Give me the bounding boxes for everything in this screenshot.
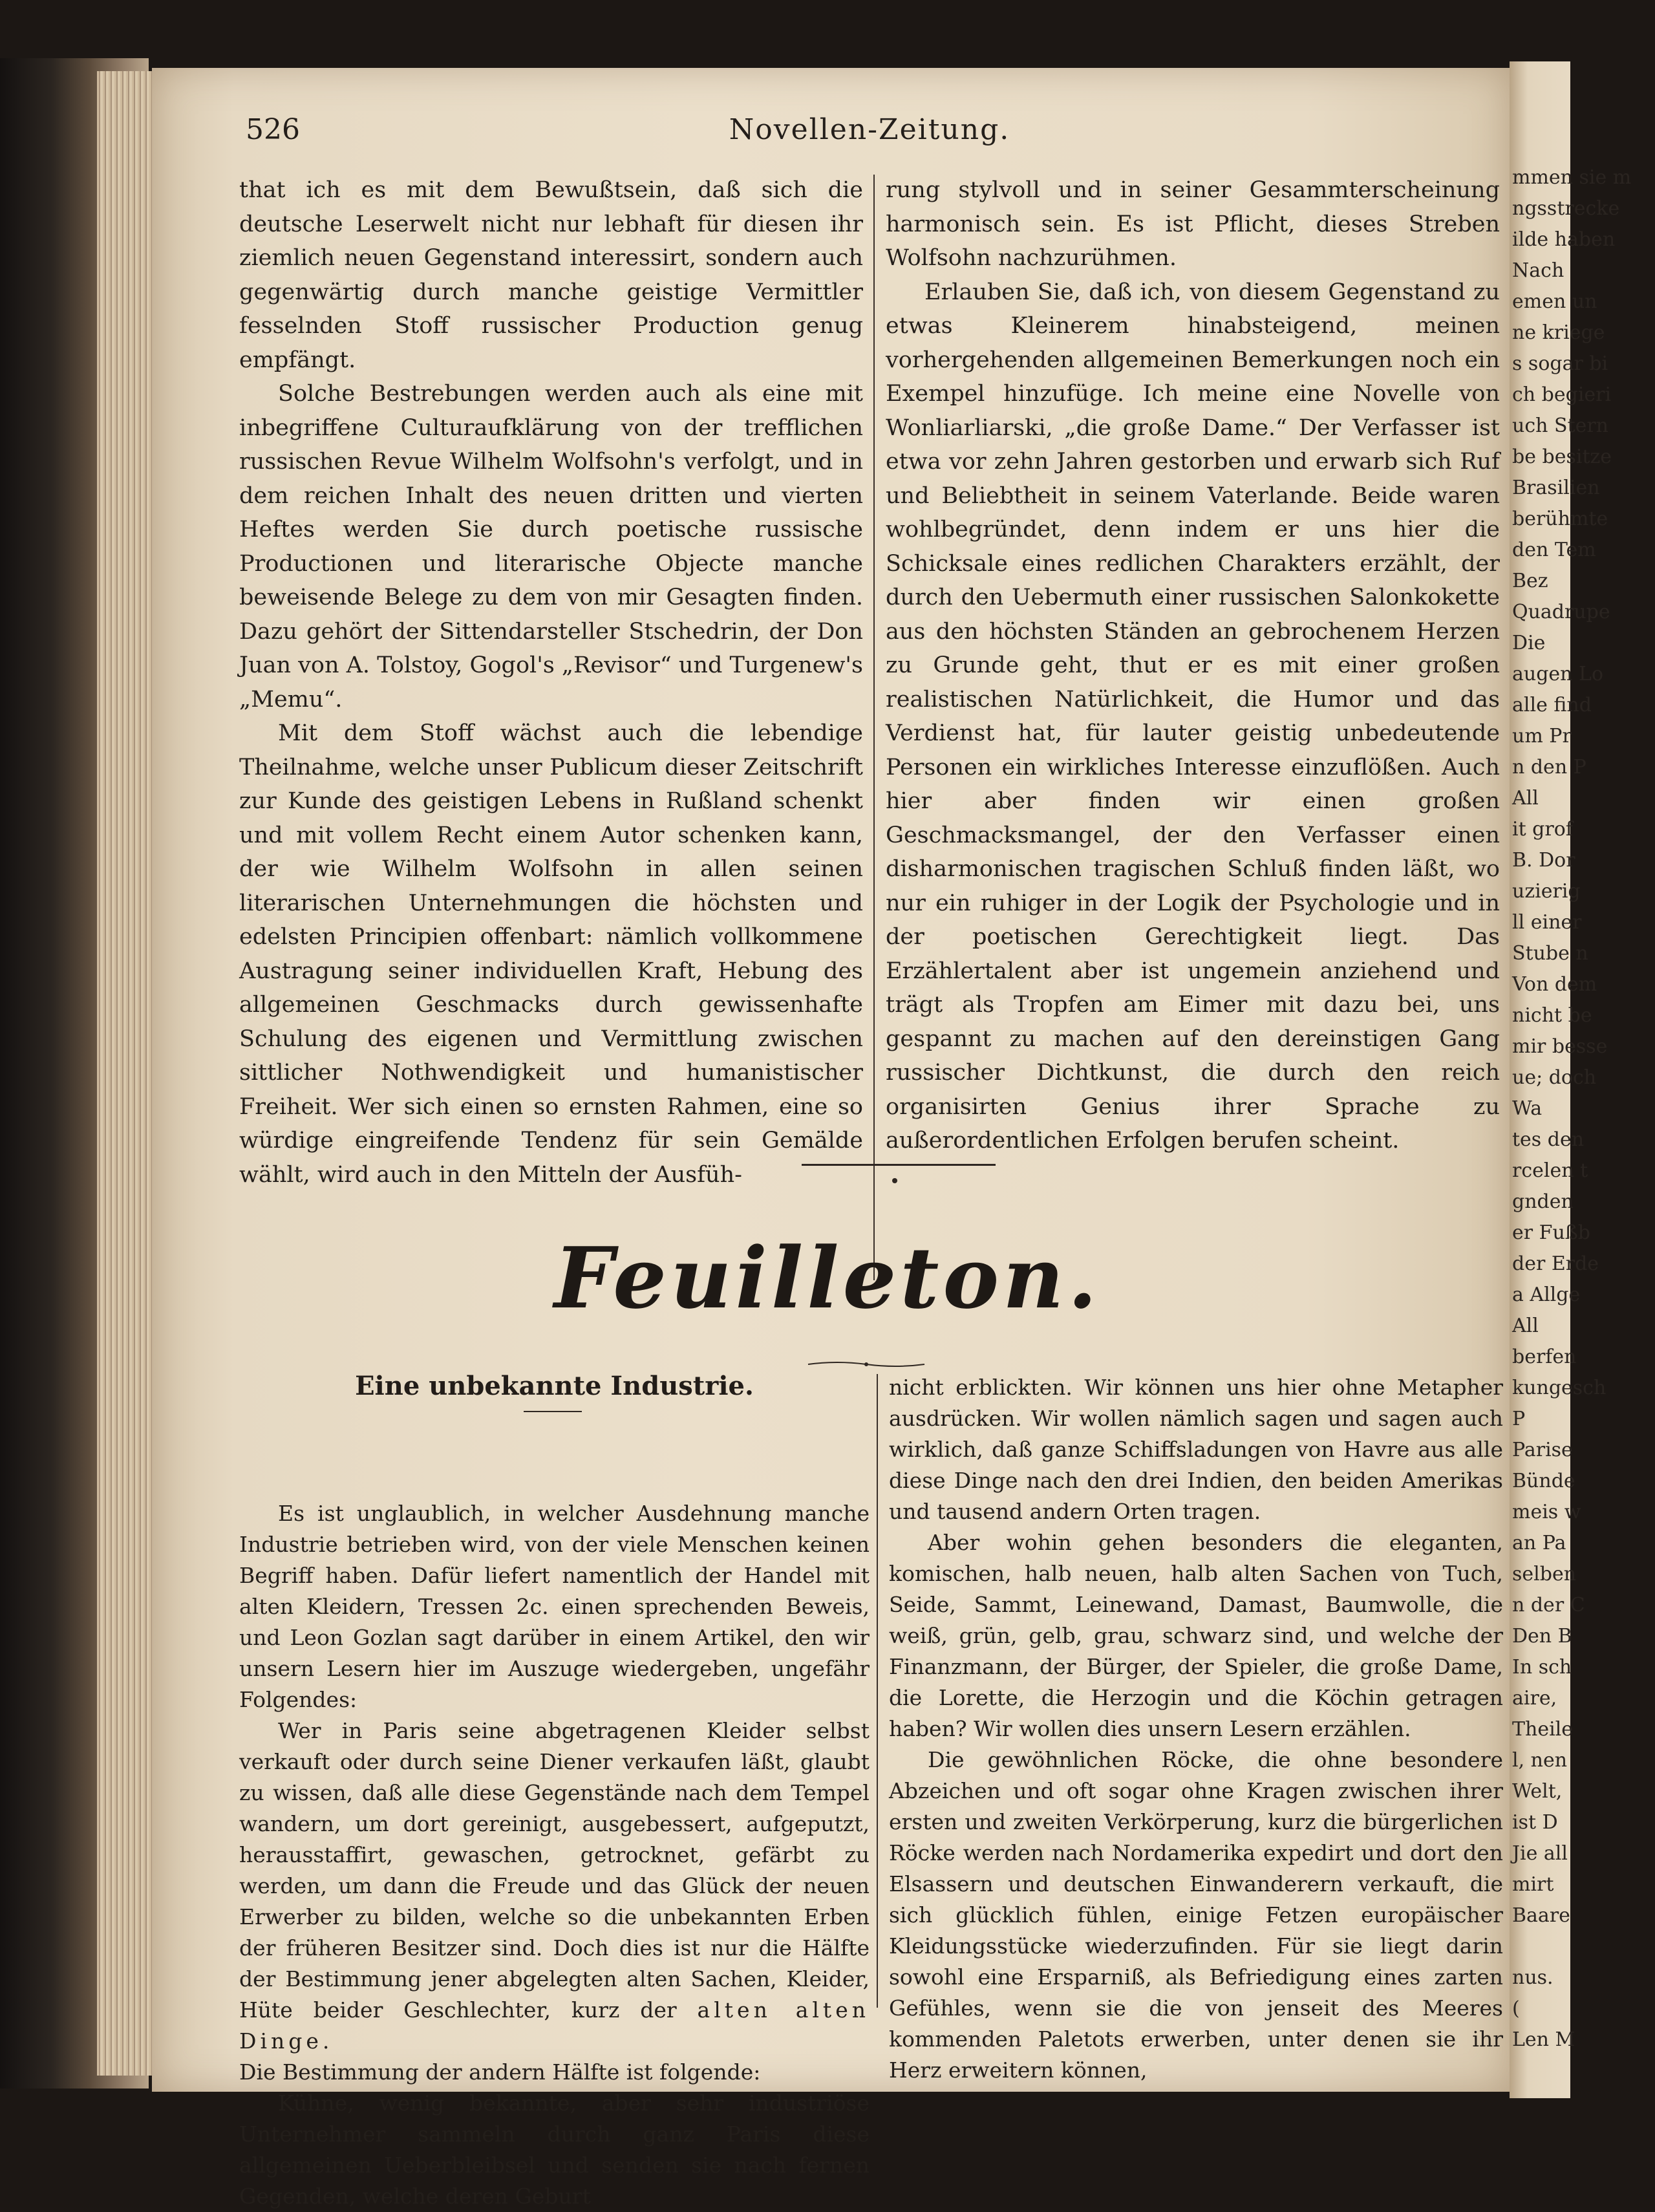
adjacent-page-line: Stube n [1512, 942, 1588, 965]
adjacent-page-line: ll einer [1512, 911, 1582, 934]
running-head [246, 113, 1493, 158]
adjacent-page-line: ( [1512, 1997, 1520, 2020]
adjacent-page-fragment [1510, 61, 1632, 2098]
adjacent-page-line: um Pr [1512, 725, 1572, 747]
adjacent-page-line: uzierig [1512, 880, 1581, 903]
adjacent-page-line: All [1512, 1315, 1539, 1337]
paragraph [239, 1715, 870, 2057]
feuilleton-heading: Feuilleton. [554, 1229, 1101, 1327]
adjacent-page-line: emen un [1512, 290, 1597, 313]
paragraph: Die gewöhnlichen Röcke, die ohne besondere Abzeichen und oft sogar ohne Kragen zwischen ihrer ersten und zweiten Verkörperung, kurz die bürgerlichen Röcke werden nach Nordamerika expedirt und dort den Elsassern und deutschen Einwanderern verkauft, die sich glücklich fühlen, einige Fetzen europäischer Kleidungsstücke wiederzufinden. Für sie liegt darin sowohl eine Ersparniß, als Befriedigung eines zarten Gefühles, wenn sie die von jenseit des Meeres kommenden Paletots erwerben, unter denen sie ihr Herz erweitern können, [889, 1747, 1503, 2083]
adjacent-page-line: ilde haben [1512, 228, 1616, 251]
paragraph: nicht erblickten. Wir können uns hier ohne Metapher ausdrücken. Wir wollen nämlich sagen und sagen auch wirklich, daß ganze Schiffsladungen von Havre aus alle diese Dinge nach den drei Indien, den beiden Amerikas und tausend andern Orten tragen. [889, 1375, 1503, 1524]
paragraph: rung stylvoll und in seiner Gesammterscheinung harmonisch sein. Es ist Pflicht, dieses Streben Wolfsohn nachzurühmen. [886, 177, 1500, 271]
adjacent-page-line: Brasilien [1512, 477, 1600, 499]
emphasis-text: alten alten Dinge. [239, 1997, 870, 2054]
adjacent-page-line: n den P [1512, 756, 1586, 778]
adjacent-page-line: Von dem [1512, 973, 1597, 996]
adjacent-page-line: n der C [1512, 1594, 1585, 1616]
adjacent-page-line: berühmte [1512, 508, 1608, 530]
section-separator-line [802, 1164, 996, 1166]
column-rule-bottom [877, 1374, 878, 2008]
top-right-column [886, 173, 1500, 1158]
adjacent-page-line: ue; doch [1512, 1066, 1597, 1089]
adjacent-page-line: Jie all [1512, 1842, 1568, 1865]
adjacent-page-line: mmen sie m [1512, 166, 1632, 189]
article-title-rule [524, 1411, 582, 1412]
paragraph: Aber wohin gehen besonders die eleganten, komischen, halb neuen, halb alten Sachen von Tuch, Seide, Sammt, Leinewand, Damast, Baumwolle, die weiß, grün, gelb, grau, schwarz sind, und welche der Finanzmann, der Bürger, der Spieler, die große Dame, die Lorette, die Herzogin und die Köchin getragen haben? Wir wollen dies unsern Lesern erzählen. [889, 1530, 1503, 1741]
adjacent-page-line: it grof [1512, 818, 1573, 841]
paragraph: Die Bestimmung der andern Hälfte ist folgende: [239, 2059, 761, 2085]
adjacent-page-line: a Allge [1512, 1283, 1581, 1306]
top-left-column [239, 173, 863, 1192]
adjacent-page-line: der Erde [1512, 1252, 1599, 1275]
adjacent-page-line: Parise [1512, 1439, 1573, 1461]
adjacent-page-line: den Tem [1512, 539, 1596, 561]
adjacent-page-line: uch Stern [1512, 414, 1609, 437]
adjacent-page-line: B. Dor [1512, 849, 1575, 872]
adjacent-page-line: selben [1512, 1563, 1577, 1585]
adjacent-page-line: alle find [1512, 694, 1592, 716]
adjacent-page-line: Theile [1512, 1718, 1574, 1741]
paragraph: Kühne, wenig bekannte, aber sehr industriöse Unternehmer sammeln durch ganz Paris diese allgemeinen Ueberbleibsel und senden sie nach fernen Gegenden, welche deren Geburt [239, 2090, 870, 2209]
adjacent-page-line: aire, [1512, 1687, 1557, 1710]
feuilleton-left-column [239, 1458, 870, 2212]
adjacent-page-line: Baare [1512, 1904, 1570, 1927]
adjacent-page-line: In sch [1512, 1656, 1572, 1679]
adjacent-page-line: augen Lo [1512, 663, 1604, 685]
adjacent-page-line: rcelen t [1512, 1159, 1588, 1182]
article-title: Eine unbekannte Industrie. [355, 1371, 754, 1401]
adjacent-page-line: Nach [1512, 259, 1564, 282]
paragraph: Mit dem Stoff wächst auch die lebendige Theilnahme, welche unser Publicum dieser Zeitschrift zur Kunde des geistigen Lebens in Rußland schenkt und mit vollem Recht einem Autor schenken kann, der wie Wilhelm Wolfsohn in allen seinen literarischen Unternehmungen die höchsten und edelsten Principien offenbart: nämlich vollkommene Austragung seiner individuellen Kraft, Hebung des allgemeinen Geschmacks durch gewissenhafte Schulung des eigenen und Vermittlung zwischen sittlicher Nothwendigkeit und humanistischer Freiheit. Wer sich einen so ernsten Rahmen, eine so würdige eingreifende Tendenz für sein Gemälde wählt, wird auch in den Mitteln der Ausfüh- [239, 720, 863, 1188]
adjacent-page-line: ngsstrecke [1512, 197, 1620, 220]
adjacent-page-line: ch begieri [1512, 383, 1612, 406]
adjacent-page-line: er Fußb [1512, 1221, 1591, 1244]
adjacent-page-line: an Pa [1512, 1532, 1566, 1554]
adjacent-page-line: gnden [1512, 1190, 1574, 1213]
adjacent-page-line: mirt [1512, 1873, 1554, 1896]
adjacent-page-line: nus. [1512, 1966, 1554, 1989]
paragraph: Erlauben Sie, daß ich, von diesem Gegenstand zu etwas Kleinerem hinabsteigend, meinen vorhergehenden allgemeinen Bemerkungen noch ein Exempel hinzufüge. Ich meine eine Novelle von Wonliarliarski, „die große Dame.“ Der Verfasser ist etwa vor zehn Jahren gestorben und erwarb sich Ruf und Beliebtheit in seinem Vaterlande. Beide waren wohlbegründet, denn indem er uns hier die Schicksale eines redlichen Charakters erzählt, der durch den Uebermuth einer russischen Salonkokette aus den höchsten Ständen an gebrochenem Herzen zu Grunde geht, thut er es mit einer großen realistischen Natürlichkeit, die Humor und das Verdienst hat, für lauter geistig unbedeutende Personen ein wirkliches Interesse einzuflößen. Auch hier aber finden wir einen großen Geschmacksmangel, der den Verfasser einen disharmonischen tragischen Schluß finden läßt, wo nur ein ruhiger in der Logik der Psychologie und in der poetischen Gerechtigkeit liegt. Das Erzählertalent aber ist ungemein anziehend und trägt als Tropfen am Eimer mit dazu bei, uns gespannt zu machen auf den dereinstigen Gang russischer Dichtkunst, die durch den reich organisirten Genius ihrer Sprache zu außerordentlichen Erfolgen berufen scheint. [886, 279, 1500, 1154]
adjacent-page-line: ist D [1512, 1811, 1558, 1834]
paragraph: Solche Bestrebungen werden auch als eine mit inbegriffene Culturaufklärung von der trefflichen russischen Revue Wilhelm Wolfsohn's verfolgt, und in dem reichen Inhalt des neuen dritten und vierten Heftes werden Sie durch poetische russische Productionen und literarische Objecte manche beweisende Belege zu dem von mir Gesagten finden. Dazu gehört der Sittendarsteller Stschedrin, der Don Juan von A. Tolstoy, Gogol's „Revisor“ und Turgenew's „Memu“. [239, 381, 864, 713]
adjacent-page-line: mir besse [1512, 1035, 1608, 1058]
adjacent-page-line: Quadrupe [1512, 601, 1610, 623]
page-number: 526 [246, 113, 300, 146]
adjacent-page-line: Bünde [1512, 1470, 1575, 1492]
adjacent-page-line: All [1512, 787, 1539, 810]
adjacent-page-line: ne kriege [1512, 321, 1605, 344]
heading-ornament [808, 1358, 924, 1371]
journal-title: Novellen-Zeitung. [729, 113, 1010, 146]
feuilleton-right-column [889, 1372, 1503, 2086]
adjacent-page-line: berfen [1512, 1346, 1577, 1368]
adjacent-page-line: Len M [1512, 2028, 1575, 2051]
adjacent-page-line: be besitze [1512, 446, 1612, 468]
paragraph: that ich es mit dem Bewußtsein, daß sich die deutsche Leserwelt nicht nur lebhaft für diesen ihr ziemlich neuen Gegenstand interessirt, sondern auch gegenwärtig durch manche geistige Vermittler fesselnden Stoff russischer Production genug empfängt. [239, 177, 863, 373]
adjacent-page-line: Wa [1512, 1097, 1543, 1120]
adjacent-page-line: tes den [1512, 1128, 1585, 1151]
adjacent-page-line: P [1512, 1408, 1526, 1430]
adjacent-page-line: Die [1512, 632, 1546, 654]
paragraph: Es ist unglaublich, in welcher Ausdehnung manche Industrie betrieben wird, von der viele Menschen keinen Begriff haben. Dafür liefert namentlich der Handel mit alten Kleidern, Tressen 2c. einen sprechenden Beweis, und Leon Gozlan sagt darüber in einem Artikel, den wir unsern Lesern hier im Auszuge wiedergeben, ungefähr Folgendes: [239, 1501, 870, 1712]
section-separator-dot [892, 1178, 897, 1183]
adjacent-page-line: l, nen [1512, 1749, 1568, 1772]
adjacent-page-line: kungesch [1512, 1377, 1607, 1399]
adjacent-page-line: Bez [1512, 570, 1548, 592]
adjacent-page-line: Welt, [1512, 1780, 1563, 1803]
adjacent-page-line: meis w [1512, 1501, 1581, 1523]
adjacent-page-line: s sogar bi [1512, 352, 1608, 375]
paragraph-text: Wer in Paris seine abgetragenen Kleider selbst verkauft oder durch seine Diener verkaufen läßt, glaubt zu wissen, daß alle diese Gegenstände nach dem Tempel wandern, um dort gereinigt, ausgebessert, aufgeputzt, herausstaffirt, gewaschen, getrocknet, gefärbt zu werden, um dann die Freude und das Glück der neuen Erwerber zu bilden, welche so die unbekannten Erben der früheren Besitzer sind. Doch dies ist nur die Hälfte der Bestimmung jener abgelegten alten Sachen, Kleider, Hüte beider Geschlechter, kurz der [239, 1718, 870, 2023]
column-rule-top [873, 175, 875, 1280]
adjacent-page-line: Den B [1512, 1625, 1572, 1648]
adjacent-page-line: nicht be [1512, 1004, 1592, 1027]
